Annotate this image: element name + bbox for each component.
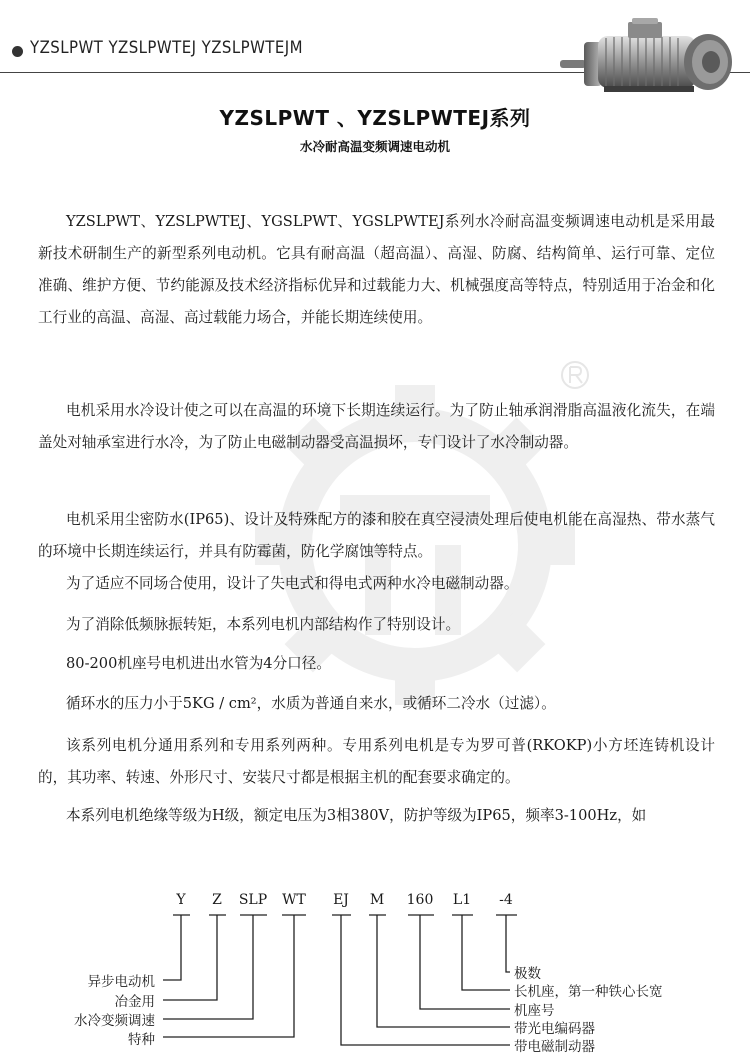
code-m: M xyxy=(369,892,385,908)
code-ej: EJ xyxy=(333,892,349,908)
code-z: Z xyxy=(212,892,222,908)
code-wt: WT xyxy=(282,892,306,908)
paragraph-pipe-size: 80-200机座号电机进出水管为4分口径。 xyxy=(66,655,331,672)
label-special: 特种 xyxy=(128,1032,155,1048)
paragraph-ip65: 电机采用尘密防水(IP65)、设计及特殊配方的漆和胶在真空浸渍处理后使电机能在高湿热、带水蒸气的环境中长期连续运行，并具有防霉菌，防化学腐蚀等特点。 xyxy=(38,511,715,560)
label-water-cooled-vf: 水冷变频调速 xyxy=(74,1013,155,1029)
header-model-list: YZSLPWT YZSLPWTEJ YZSLPWTEJM xyxy=(30,38,303,58)
registered-mark-icon xyxy=(570,367,582,383)
code-poles: -4 xyxy=(499,892,513,908)
label-encoder: 带光电编码器 xyxy=(514,1021,595,1037)
code-y: Y xyxy=(176,892,186,908)
bullet-icon xyxy=(12,46,23,57)
label-brake: 带电磁制动器 xyxy=(514,1039,595,1055)
paragraph-ratings: 本系列电机绝缘等级为H级，额定电压为3相380V，防护等级为IP65，频率3-100Hz，如 xyxy=(66,807,647,824)
paragraph-series-types: 该系列电机分通用系列和专用系列两种。专用系列电机是专为罗可普(RKOKP)小方坯连铸机设计的，其功率、转速、外形尺寸、安装尺寸都是根据主机的配套要求确定的。 xyxy=(38,737,715,786)
code-l1: L1 xyxy=(452,892,472,908)
code-slp: SLP xyxy=(238,892,268,908)
code-160: 160 xyxy=(406,892,434,908)
paragraph-intro: YZSLPWT、YZSLPWTEJ、YGSLPWT、YGSLPWTEJ系列水冷耐高温变频调速电动机是采用最新技术研制生产的新型系列电动机。它具有耐高温（超高温）、高湿、防腐、结构简单、运行可靠、定位准确、维护方便、节约能源及技术经济指标优异和过载能力大、机械强度高等特点，特别适用于冶金和化工行业的高温、高湿、高过载能力场合，并能长期连续使用。 xyxy=(38,213,715,326)
label-frame-number: 机座号 xyxy=(514,1003,555,1019)
paragraph-brake-types: 为了适应不同场合使用，设计了失电式和得电式两种水冷电磁制动器。 xyxy=(66,575,519,592)
page-subtitle: 水冷耐高温变频调速电动机 xyxy=(299,139,450,154)
motor-photo-icon xyxy=(558,18,740,94)
label-long-frame: 长机座，第一种铁心长宽 xyxy=(514,984,663,1000)
paragraph-water-pressure: 循环水的压力小于5KG / cm²，水质为普通自来水，或循环二冷水（过滤）。 xyxy=(66,695,556,712)
label-async-motor: 异步电动机 xyxy=(87,974,155,990)
paragraph-torque: 为了消除低频脉振转矩，本系列电机内部结构作了特别设计。 xyxy=(66,616,461,633)
label-poles: 极数 xyxy=(514,966,541,982)
page-title: YZSLPWT 、YZSLPWTEJ系列 xyxy=(219,106,531,130)
page-header xyxy=(0,0,750,100)
paragraph-water-cooling: 电机采用水冷设计使之可以在高温的环境下长期连续运行。为了防止轴承润滑脂高温液化流失，在端盖处对轴承室进行水冷，为了防止电磁制动器受高温损坏，专门设计了水冷制动器。 xyxy=(38,402,715,451)
label-metallurgy: 冶金用 xyxy=(114,994,155,1010)
